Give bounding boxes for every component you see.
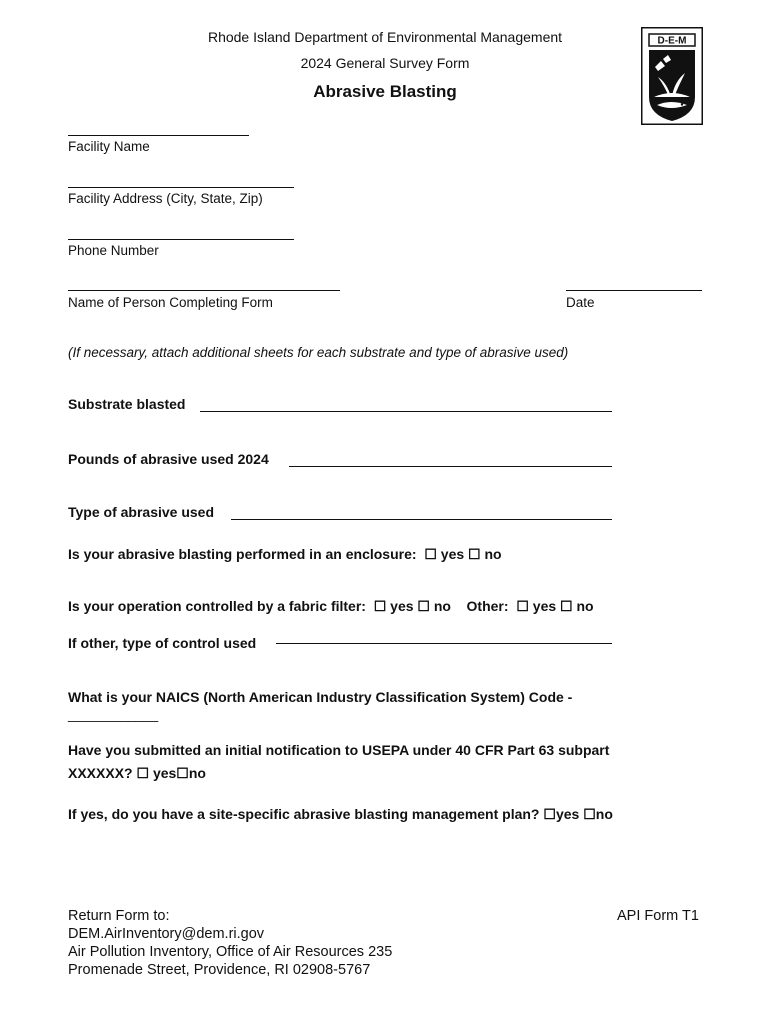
form-id: API Form T1 [617, 908, 699, 924]
enclosure-label: Is your abrasive blasting performed in an enclosure: [68, 546, 417, 562]
facility-address-label: Facility Address (City, State, Zip) [68, 191, 263, 206]
form-name: 2024 General Survey Form [300, 55, 470, 71]
no-label: no [595, 806, 613, 822]
yes-label: yes [440, 546, 465, 562]
return-address-line2: Promenade Street, Providence, RI 02908-5767 [68, 962, 371, 978]
other-control-line[interactable] [276, 643, 612, 644]
no-label: no [576, 598, 594, 614]
instruction-note: (If necessary, attach additional sheets for each substrate and type of abrasive used) [68, 345, 569, 360]
plan-no-checkbox[interactable]: ☐ [583, 806, 596, 822]
usepa-subpart: XXXXXX? [68, 765, 133, 781]
fabric-filter-label: Is your operation controlled by a fabric filter: [68, 598, 366, 614]
other-yes-checkbox[interactable]: ☐ [516, 598, 529, 614]
date-label: Date [566, 295, 595, 310]
pounds-line[interactable] [289, 466, 612, 467]
usepa-question-line1: Have you submitted an initial notification to USEPA under 40 CFR Part 63 subpart [68, 742, 610, 758]
enclosure-question [68, 546, 502, 563]
enclosure-no-checkbox[interactable]: ☐ [468, 546, 481, 562]
fabric-filter-yes-checkbox[interactable]: ☐ [373, 598, 387, 614]
substrate-line[interactable] [200, 411, 612, 412]
naics-question: What is your NAICS (North American Industry Classification System) Code - [68, 689, 573, 705]
return-address [68, 907, 392, 979]
plan-label: If yes, do you have a site-specific abrasive blasting management plan? [68, 806, 540, 822]
other-no-checkbox[interactable]: ☐ [560, 598, 573, 614]
yes-label: yes [532, 598, 557, 614]
naics-blank[interactable]: ____________ [68, 707, 159, 722]
logo-text: D-E-M [657, 35, 687, 47]
return-email: DEM.AirInventory@dem.ri.gov [68, 926, 265, 942]
return-address-line1: Air Pollution Inventory, Office of Air Resources 235 [68, 944, 393, 960]
usepa-yes-checkbox[interactable]: ☐ [136, 765, 150, 781]
fabric-filter-no-checkbox[interactable]: ☐ [417, 598, 430, 614]
facility-address-line[interactable] [68, 187, 294, 188]
other-label: Other: [466, 598, 509, 614]
no-label: no [484, 546, 502, 562]
yes-label: yes [555, 806, 580, 822]
dem-logo [641, 27, 703, 125]
other-control-label: If other, type of control used [68, 635, 257, 651]
abrasive-type-line[interactable] [231, 519, 612, 520]
enclosure-yes-checkbox[interactable]: ☐ [424, 546, 437, 562]
plan-question [68, 806, 613, 823]
usepa-no-checkbox[interactable]: ☐ [176, 765, 189, 781]
yes-label: yes [152, 765, 177, 781]
no-label: no [188, 765, 206, 781]
facility-name-label: Facility Name [68, 139, 150, 154]
pounds-label: Pounds of abrasive used 2024 [68, 451, 269, 467]
agency-name: Rhode Island Department of Environmental Management [207, 29, 563, 45]
yes-label: yes [390, 598, 414, 614]
facility-name-line[interactable] [68, 135, 249, 136]
usepa-question-line2 [68, 765, 206, 782]
date-line[interactable] [566, 290, 702, 291]
phone-number-line[interactable] [68, 239, 294, 240]
return-to-label: Return Form to: [68, 908, 170, 924]
fabric-filter-question [68, 598, 594, 615]
no-label: no [433, 598, 451, 614]
plan-yes-checkbox[interactable]: ☐ [543, 806, 556, 822]
abrasive-type-label: Type of abrasive used [68, 504, 215, 520]
phone-number-label: Phone Number [68, 243, 159, 258]
person-name-line[interactable] [68, 290, 340, 291]
substrate-label: Substrate blasted [68, 396, 186, 412]
page-title: Abrasive Blasting [313, 82, 457, 101]
person-name-label: Name of Person Completing Form [68, 295, 273, 310]
